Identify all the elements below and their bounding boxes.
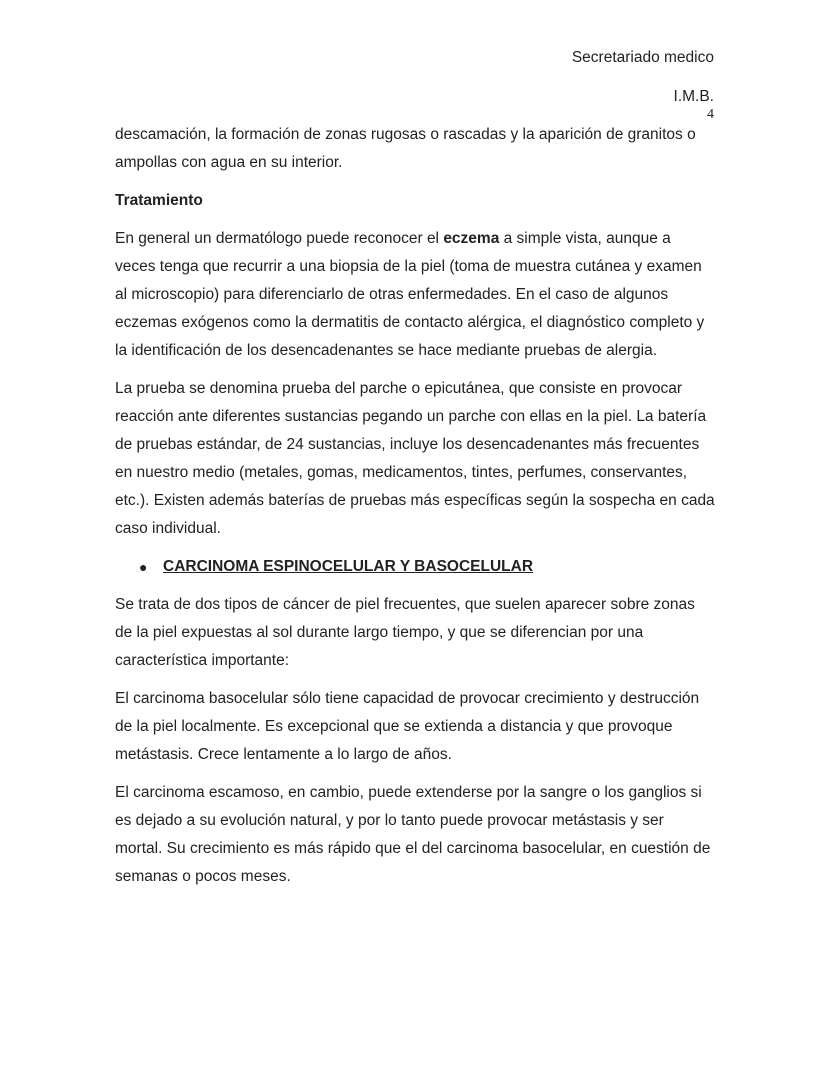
bullet-heading-carcinoma [139,553,715,581]
paragraph-diagnosis [115,225,715,365]
page-number: 4 [707,107,714,122]
document-body [115,121,715,891]
bold-term-eczema: eczema [443,230,500,247]
section-heading-tratamiento: Tratamiento [115,192,203,209]
header-title: Secretariado medico [571,49,714,66]
paragraph-patch-test: La prueba se denomina prueba del parche o epicutánea, que consiste en provocar reacción ante diferentes sustancias pegando un parche con ellas en la piel. La batería de pruebas estándar, de 24 sustancias, incluye los desencadenantes más frecuentes en nuestro medio (metales, gomas, medicamentos, tintes, perfumes, conservantes, etc.). Existen además baterías de pruebas más específicas según la sospecha en cada caso individual. [115,380,715,537]
paragraph-symptoms-continued: descamación, la formación de zonas rugosas o rascadas y la aparición de granitos o ampollas con agua en su interior. [115,126,696,171]
paragraph-diagnosis-text-end: a simple vista, aunque a veces tenga que recurrir a una biopsia de la piel (toma de muestra cutánea y examen al microscopio) para diferenciarlo de otras enfermedades. En el caso de algunos eczemas exógenos como la dermatitis de contacto alérgica, el diagnóstico completo y la identificación de los desencadenantes se hace mediante pruebas de alergia. [115,230,705,359]
paragraph-basocelular: El carcinoma basocelular sólo tiene capacidad de provocar crecimiento y destrucción de la piel localmente. Es excepcional que se extienda a distancia y que provoque metástasis. Crece lentamente a lo largo de años. [115,690,700,763]
header-initials: I.M.B. [673,88,714,105]
bullet-heading-text: CARCINOMA ESPINOCELULAR Y BASOCELULAR [163,558,534,575]
bullet-dot-icon: ● [139,559,148,575]
paragraph-carcinoma-intro: Se trata de dos tipos de cáncer de piel frecuentes, que suelen aparecer sobre zonas de la piel expuestas al sol durante largo tiempo, y que se diferencian por una característica importante: [115,596,695,669]
paragraph-escamoso: El carcinoma escamoso, en cambio, puede extenderse por la sangre o los ganglios si es dejado a su evolución natural, y por lo tanto puede provocar metástasis y ser mortal. Su crecimiento es más rápido que el del carcinoma basocelular, en cuestión de semanas o pocos meses. [115,784,711,885]
paragraph-diagnosis-text-start: En general un dermatólogo puede reconocer el [115,230,444,247]
